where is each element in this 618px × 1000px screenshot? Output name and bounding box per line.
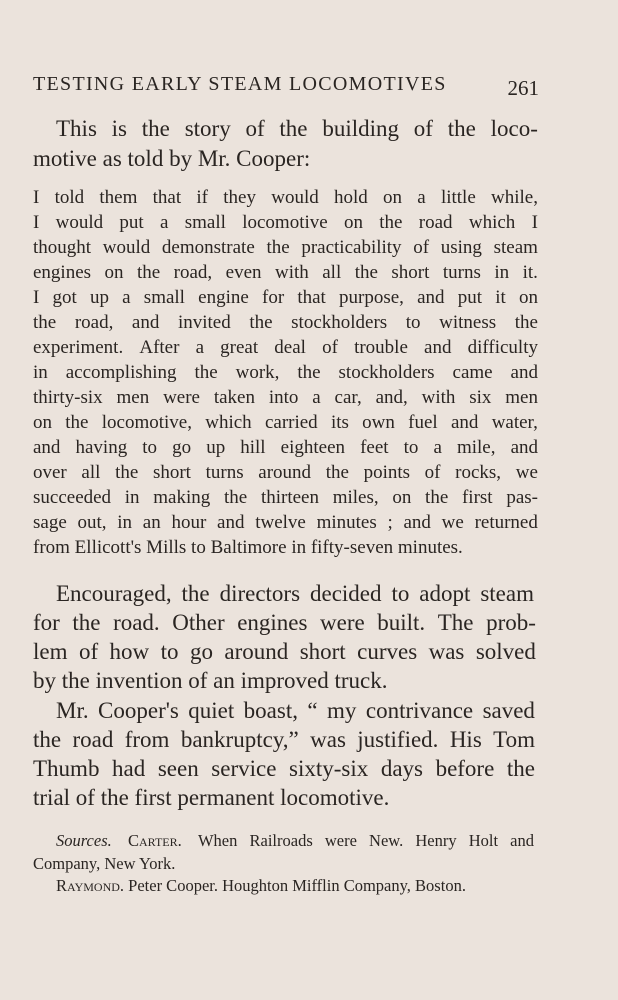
- sources-line-2: Company, New York.: [33, 854, 176, 873]
- word: engine: [198, 287, 249, 308]
- word: the: [354, 262, 378, 283]
- quote-line-3: [33, 236, 538, 260]
- word: would: [55, 212, 104, 233]
- word: its: [330, 412, 349, 433]
- quote-line-2: [33, 211, 538, 235]
- word: After: [139, 337, 180, 358]
- word: and: [131, 312, 160, 333]
- word: miles,: [332, 487, 379, 508]
- word: mile,: [456, 437, 496, 458]
- quote-line-5: [33, 286, 538, 310]
- word: and: [510, 437, 538, 458]
- word: all: [322, 262, 342, 283]
- word: in: [494, 262, 510, 283]
- word: and,: [375, 387, 408, 408]
- word: in: [33, 362, 48, 383]
- sources-line-1: [56, 830, 534, 852]
- word: the: [65, 412, 89, 433]
- word: put: [457, 287, 483, 308]
- word: loco-: [490, 116, 538, 141]
- word: sage: [33, 512, 67, 533]
- word: demonstrate: [161, 237, 255, 258]
- word: the: [141, 116, 170, 141]
- word: we: [515, 462, 538, 483]
- quote-line-13: [33, 486, 538, 510]
- word: would: [102, 237, 151, 258]
- sources-text-carter: When Railroads were New. Henry Holt and: [197, 831, 534, 850]
- word: great: [220, 337, 259, 358]
- word: succeeded: [33, 487, 112, 508]
- body-line-2: [33, 609, 536, 637]
- word: first: [461, 487, 493, 508]
- word: and: [217, 512, 245, 533]
- word: small: [143, 287, 185, 308]
- word: on: [392, 487, 412, 508]
- word: of: [413, 237, 430, 258]
- word: were: [320, 610, 365, 635]
- word: locomotive,: [101, 412, 192, 433]
- word: the: [266, 237, 290, 258]
- word: the: [194, 362, 218, 383]
- word: road: [72, 727, 114, 752]
- body-line-5: [56, 697, 535, 725]
- word: men: [505, 387, 538, 408]
- word: quiet: [188, 698, 235, 723]
- word: boast,: [243, 698, 298, 723]
- word: the: [33, 727, 62, 752]
- word: witness: [439, 312, 497, 333]
- word: built.: [377, 610, 426, 635]
- word: a: [417, 187, 426, 208]
- word: stockholders: [291, 312, 388, 333]
- body-line-3: [33, 638, 536, 666]
- word: curves: [357, 639, 418, 664]
- word: adopt: [419, 581, 471, 606]
- word: of: [78, 639, 99, 664]
- word: and: [450, 412, 479, 433]
- word: the: [379, 212, 403, 233]
- word: short: [152, 462, 191, 483]
- sources-label: Sources.: [56, 831, 112, 850]
- word: having: [75, 437, 128, 458]
- sources-author-carter: Carter.: [128, 831, 182, 850]
- word: locomotive: [242, 212, 328, 233]
- quote-line-9: [33, 386, 538, 410]
- word: up: [89, 287, 109, 308]
- intro-line-1: [56, 115, 538, 143]
- word: little: [440, 187, 476, 208]
- word: a: [160, 212, 169, 233]
- word: This: [56, 116, 97, 141]
- word: for: [33, 610, 60, 635]
- word: road,: [74, 312, 114, 333]
- word: the: [224, 487, 248, 508]
- word: story: [184, 116, 231, 141]
- word: all: [81, 462, 101, 483]
- word: short: [299, 639, 346, 664]
- word: it.: [522, 262, 538, 283]
- word: prob-: [486, 610, 536, 635]
- word: directors: [219, 581, 301, 606]
- word: sixty-six: [289, 756, 369, 781]
- word: to: [142, 437, 158, 458]
- word: twelve: [255, 512, 306, 533]
- word: bankruptcy,”: [180, 727, 299, 752]
- body-line-8: trial of the first permanent locomotive.: [33, 785, 390, 810]
- word: into: [268, 387, 299, 408]
- word: which: [468, 212, 516, 233]
- word: ;: [387, 512, 393, 533]
- word: difficulty: [467, 337, 538, 358]
- word: short: [391, 262, 430, 283]
- running-head-title: TESTING EARLY STEAM LOCOMOTIVES: [33, 73, 447, 95]
- word: to: [391, 581, 410, 606]
- quote-line-1: [33, 186, 538, 210]
- word: on: [33, 412, 52, 433]
- quote-line-15: from Ellicott's Mills to Baltimore in fifty-seven minutes.: [33, 537, 463, 558]
- quote-line-10: [33, 411, 538, 435]
- word: decided: [309, 581, 382, 606]
- word: turns: [442, 262, 481, 283]
- word: road,: [173, 262, 213, 283]
- word: road.: [113, 610, 160, 635]
- word: of: [245, 116, 265, 141]
- word: thirty-six: [33, 387, 103, 408]
- word: making: [153, 487, 211, 508]
- word: the: [425, 487, 449, 508]
- word: on: [383, 187, 402, 208]
- word: the: [72, 610, 101, 635]
- word: purpose,: [339, 287, 404, 308]
- word: an: [142, 512, 161, 533]
- word: hold: [333, 187, 368, 208]
- word: using: [440, 237, 482, 258]
- word: a: [122, 287, 131, 308]
- word: to: [403, 437, 419, 458]
- word: of: [413, 116, 433, 141]
- word: on: [104, 262, 124, 283]
- word: His: [449, 727, 482, 752]
- body-line-6: [33, 726, 535, 754]
- word: for: [262, 287, 285, 308]
- word: up: [206, 437, 226, 458]
- word: to: [405, 312, 421, 333]
- word: around: [224, 639, 289, 664]
- word: thirteen: [260, 487, 319, 508]
- word: we: [441, 512, 464, 533]
- word: justified.: [357, 727, 439, 752]
- word: Cooper's: [98, 698, 179, 723]
- word: had: [112, 756, 146, 781]
- word: to: [160, 639, 179, 664]
- word: over: [33, 462, 67, 483]
- word: saved: [482, 698, 535, 723]
- word: steam: [493, 237, 538, 258]
- word: I: [33, 287, 40, 308]
- word: were: [163, 387, 200, 408]
- word: the: [325, 462, 349, 483]
- word: go: [189, 639, 213, 664]
- word: and: [417, 287, 445, 308]
- quote-line-11: [33, 436, 538, 460]
- word: with: [275, 262, 309, 283]
- word: I: [33, 187, 40, 208]
- word: water,: [491, 412, 538, 433]
- word: out,: [77, 512, 107, 533]
- word: go: [172, 437, 192, 458]
- word: is: [111, 116, 128, 141]
- word: eighteen: [280, 437, 346, 458]
- word: practicability: [301, 237, 402, 258]
- word: contrivance: [365, 698, 474, 723]
- page-number: 261: [507, 76, 539, 100]
- word: of: [424, 462, 441, 483]
- word: experiment.: [33, 337, 124, 358]
- word: solved: [475, 639, 536, 664]
- word: and: [403, 512, 431, 533]
- word: minutes: [316, 512, 377, 533]
- word: Other: [172, 610, 225, 635]
- quote-line-8: [33, 361, 538, 385]
- word: that: [297, 287, 326, 308]
- word: the: [447, 116, 476, 141]
- word: days: [380, 756, 423, 781]
- word: carried: [264, 412, 318, 433]
- word: service: [211, 756, 277, 781]
- word: and: [424, 337, 452, 358]
- word: around: [258, 462, 312, 483]
- word: fuel: [408, 412, 438, 433]
- word: trouble: [354, 337, 408, 358]
- word: I: [531, 212, 538, 233]
- word: engines: [237, 610, 308, 635]
- word: own: [362, 412, 395, 433]
- word: the: [115, 462, 139, 483]
- sources-text-raymond: Peter Cooper. Houghton Mifflin Company, Boston.: [128, 876, 466, 895]
- word: from: [124, 727, 170, 752]
- word: and: [510, 362, 538, 383]
- word: the: [249, 312, 273, 333]
- word: and: [33, 437, 61, 458]
- word: stockholders: [338, 362, 435, 383]
- word: told: [54, 187, 85, 208]
- word: deal: [274, 337, 306, 358]
- word: my: [327, 698, 357, 723]
- word: came: [452, 362, 493, 383]
- word: accomplishing: [65, 362, 177, 383]
- quote-line-7: [33, 336, 538, 360]
- word: “: [307, 698, 318, 723]
- body-line-1: [56, 580, 534, 608]
- word: thought: [33, 237, 92, 258]
- word: steam: [480, 581, 534, 606]
- intro-line-2: motive as told by Mr. Cooper:: [33, 146, 311, 171]
- word: returned: [474, 512, 538, 533]
- word: men: [116, 387, 150, 408]
- word: points: [363, 462, 411, 483]
- word: lem: [33, 639, 68, 664]
- word: rocks,: [455, 462, 502, 483]
- word: was: [428, 639, 465, 664]
- word: of: [322, 337, 338, 358]
- word: in: [117, 512, 133, 533]
- word: building: [322, 116, 399, 141]
- body-line-7: [33, 755, 535, 783]
- word: the: [136, 262, 161, 283]
- word: six: [469, 387, 492, 408]
- word: even: [225, 262, 262, 283]
- word: they: [223, 187, 256, 208]
- word: on: [518, 287, 538, 308]
- word: work,: [235, 362, 280, 383]
- word: hill: [240, 437, 266, 458]
- word: while,: [491, 187, 538, 208]
- word: the: [297, 362, 321, 383]
- word: taken: [213, 387, 255, 408]
- word: it: [495, 287, 506, 308]
- word: Encouraged,: [56, 581, 172, 606]
- word: hour: [171, 512, 207, 533]
- word: small: [184, 212, 226, 233]
- word: the: [279, 116, 308, 141]
- word: invited: [177, 312, 231, 333]
- word: feet: [360, 437, 389, 458]
- word: Thumb: [33, 756, 100, 781]
- word: a: [195, 337, 205, 358]
- word: a: [312, 387, 321, 408]
- word: the: [33, 312, 57, 333]
- word: in: [124, 487, 140, 508]
- word: the: [181, 581, 210, 606]
- word: engines: [33, 262, 92, 283]
- word: The: [437, 610, 474, 635]
- word: them: [99, 187, 138, 208]
- word: how: [109, 639, 150, 664]
- word: before: [435, 756, 495, 781]
- quote-line-4: [33, 261, 538, 285]
- word: put: [119, 212, 144, 233]
- word: Tom: [493, 727, 535, 752]
- word: turns: [205, 462, 244, 483]
- sources-author-raymond: Raymond.: [56, 876, 125, 895]
- word: with: [421, 387, 456, 408]
- word: would: [271, 187, 319, 208]
- word: if: [196, 187, 208, 208]
- quote-line-14: [33, 511, 538, 535]
- word: the: [514, 312, 538, 333]
- word: pas-: [506, 487, 538, 508]
- word: Mr.: [56, 698, 89, 723]
- body-line-4: by the invention of an improved truck.: [33, 668, 388, 693]
- quote-line-6: [33, 311, 538, 335]
- word: on: [343, 212, 363, 233]
- word: road: [418, 212, 453, 233]
- sources-line-3: [56, 875, 466, 897]
- word: seen: [157, 756, 199, 781]
- word: was: [310, 727, 346, 752]
- word: which: [205, 412, 252, 433]
- quote-line-12: [33, 461, 538, 485]
- word: that: [152, 187, 182, 208]
- word: car,: [334, 387, 362, 408]
- word: got: [52, 287, 77, 308]
- word: I: [33, 212, 40, 233]
- word: the: [506, 756, 535, 781]
- word: a: [433, 437, 442, 458]
